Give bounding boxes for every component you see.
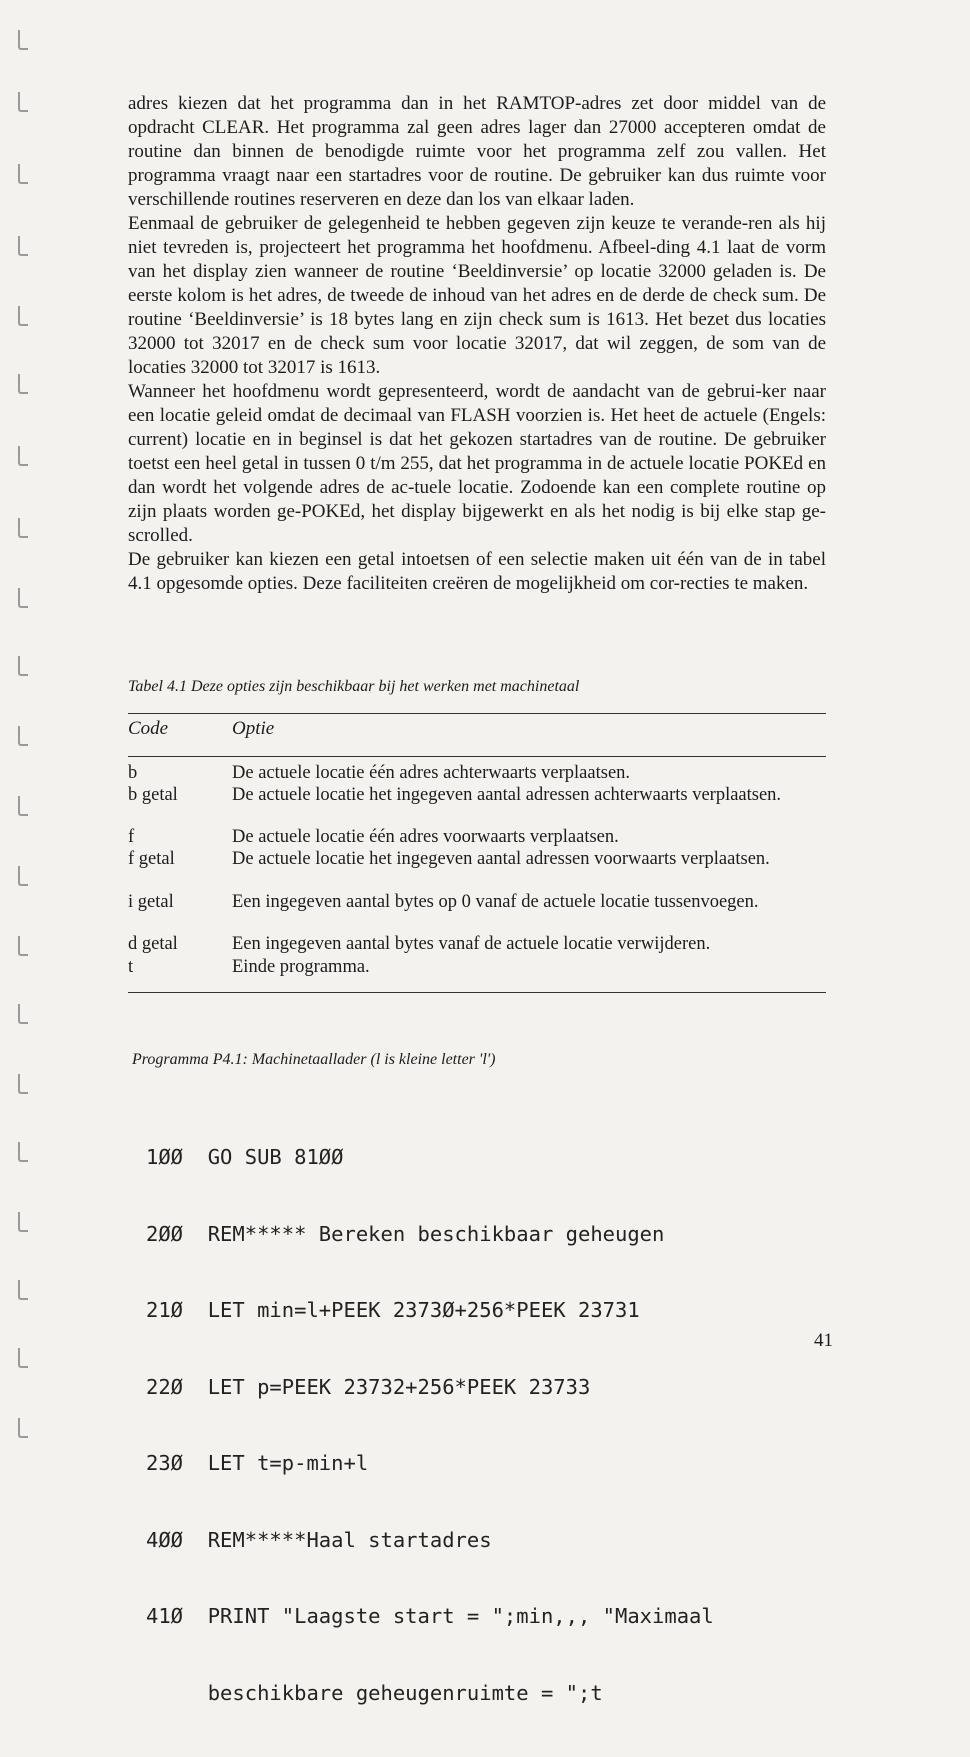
option-description: De actuele locatie één adres achterwaarts verplaatsen. <box>232 763 631 783</box>
table-header-code: Code <box>128 718 169 739</box>
paragraph: Wanneer het hoofdmenu wordt gepresenteerd, wordt de aandacht van de gebrui-ker naar een locatie geleid omdat de decimaal van FLASH voorzien is. Het heet de actuele (Engels: current) locatie en in beginsel is dat het gekozen startadres van de routine. De gebruiker toetst een heel getal in tussen 0 t/m 255, dat het programma in de actuele locatie POKEd en dan wordt het volgende adres de ac-tuele locatie. Zodoende kan een complete routine op zijn plaats worden ge-POKEd, het display bijgewerkt en als het nodig is bij elke stap ge-scrolled. <box>128 381 826 546</box>
binding-hole-mark <box>18 1074 28 1094</box>
binding-hole-mark <box>18 866 28 886</box>
code-line: beschikbare geheugenruimte = ";t <box>146 1680 603 1705</box>
binding-hole-mark <box>18 1348 28 1368</box>
option-code: f <box>128 827 135 847</box>
binding-hole-mark <box>18 92 28 112</box>
binding-hole-mark <box>18 374 28 394</box>
option-description: De actuele locatie één adres voorwaarts verplaatsen. <box>232 827 619 847</box>
table-bottom-rule <box>128 992 826 993</box>
option-code: i getal <box>128 892 174 912</box>
binding-hole-mark <box>18 726 28 746</box>
option-code: d getal <box>128 934 178 954</box>
binding-hole-mark <box>18 796 28 816</box>
code-line: 22Ø LET p=PEEK 23732+256*PEEK 23733 <box>146 1374 591 1399</box>
code-line: 21Ø LET min=l+PEEK 2373Ø+256*PEEK 23731 <box>146 1298 640 1322</box>
binding-hole-mark <box>18 236 28 256</box>
option-code: b getal <box>128 785 178 805</box>
code-line: 1ØØ GO SUB 81ØØ <box>146 1145 344 1169</box>
binding-hole-mark <box>18 518 28 538</box>
table-caption: Tabel 4.1 Deze opties zijn beschikbaar bij het werken met machinetaal <box>128 678 580 695</box>
binding-hole-mark <box>18 1280 28 1300</box>
table-header-rule <box>128 756 826 757</box>
option-description: De actuele locatie het ingegeven aantal adressen achterwaarts verplaatsen. <box>232 785 782 805</box>
ring-binding-marks <box>0 0 40 1458</box>
binding-hole-mark <box>18 936 28 956</box>
binding-hole-mark <box>18 164 28 184</box>
basic-program-listing <box>146 1094 714 1757</box>
binding-hole-mark <box>18 1004 28 1024</box>
option-code: t <box>128 957 134 977</box>
binding-hole-mark <box>18 1418 28 1438</box>
option-description: Einde programma. <box>232 957 370 977</box>
code-line: 2ØØ REM***** Bereken beschikbaar geheugen <box>146 1221 665 1246</box>
page-number: 41 <box>814 1330 833 1351</box>
code-line: 41Ø PRINT "Laagste start = ";min,,, "Maximaal <box>146 1604 714 1628</box>
binding-hole-mark <box>18 1142 28 1162</box>
option-code: b <box>128 763 138 783</box>
binding-hole-mark <box>18 588 28 608</box>
binding-hole-mark <box>18 446 28 466</box>
binding-hole-mark <box>18 30 28 50</box>
option-description: Een ingegeven aantal bytes vanaf de actuele locatie verwijderen. <box>232 934 711 954</box>
program-caption: Programma P4.1: Machinetaallader (l is kleine letter 'l') <box>132 1051 496 1068</box>
table-header-option: Optie <box>232 718 275 739</box>
binding-hole-mark <box>18 656 28 676</box>
paragraph: De gebruiker kan kiezen een getal intoetsen of een selectie maken uit één van de in tabel 4.1 opgesomde opties. Deze faciliteiten creëren de mogelijkheid om cor-recties te maken. <box>128 549 826 594</box>
option-code: f getal <box>128 849 175 869</box>
option-description: Een ingegeven aantal bytes op 0 vanaf de actuele locatie tussenvoegen. <box>232 892 759 912</box>
code-line: 4ØØ REM*****Haal startadres <box>146 1527 492 1552</box>
binding-hole-mark <box>18 1212 28 1232</box>
body-text <box>128 92 826 596</box>
paragraph: adres kiezen dat het programma dan in het RAMTOP-adres zet door middel van de opdracht CLEAR. Het programma zal geen adres lager dan 27000 accepteren omdat de routine dan binnen de benodigde ruimte voor het programma zelf zou vallen. Het programma vraagt naar een startadres voor de routine. De gebruiker kan dus ruimte voor verschillende routines reserveren en deze dan los van elkaar laden. <box>128 93 826 210</box>
table-top-rule <box>128 713 826 714</box>
option-description: De actuele locatie het ingegeven aantal adressen voorwaarts verplaatsen. <box>232 849 770 869</box>
paragraph: Eenmaal de gebruiker de gelegenheid te hebben gegeven zijn keuze te verande-ren als hij niet tevreden is, projecteert het programma het hoofdmenu. Afbeel-ding 4.1 laat de vorm van het display zien wanneer de routine ‘Beeldinversie’ op locatie 32000 geladen is. De eerste kolom is het adres, de tweede de inhoud van het adres en de derde de check sum. De routine ‘Beeldinversie’ is 18 bytes lang en zijn check sum is 1613. Het bezet dus locaties 32000 tot 32017 en de check sum voor locatie 32017, dat wil zeggen, de som van de locaties 32000 tot 32017 is 1613. <box>128 213 826 378</box>
code-line: 23Ø LET t=p-min+l <box>146 1451 369 1475</box>
binding-hole-mark <box>18 306 28 326</box>
